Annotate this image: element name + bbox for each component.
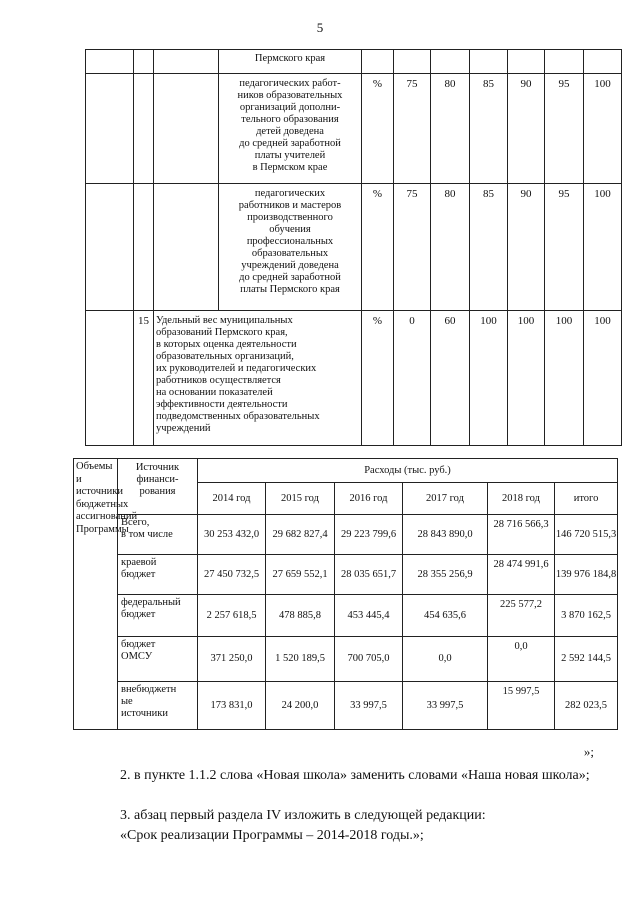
budget-value: 29 682 827,4 xyxy=(266,515,335,555)
budget-value: 454 635,6 xyxy=(403,595,488,637)
row-number: 15 xyxy=(134,311,154,446)
indicator-unit: % xyxy=(362,74,394,184)
indicator-value: 90 xyxy=(508,184,545,311)
expenses-header: Расходы (тыс. руб.) xyxy=(198,459,618,483)
source-header: Источник финанси- рования xyxy=(118,459,198,515)
budget-row xyxy=(74,682,618,730)
year-header: 2017 год xyxy=(403,483,488,515)
indicator-value: 75 xyxy=(394,74,431,184)
indicator-value xyxy=(508,50,545,74)
budget-source: внебюджетн ые источники xyxy=(118,682,198,730)
budget-value: 0,0 xyxy=(488,637,555,682)
year-header: 2015 год xyxy=(266,483,335,515)
indicator-value: 80 xyxy=(431,184,470,311)
budget-value: 0,0 xyxy=(403,637,488,682)
blank-cell xyxy=(154,184,219,311)
budget-value: 30 253 432,0 xyxy=(198,515,266,555)
indicator-value: 75 xyxy=(394,184,431,311)
budget-value: 2 257 618,5 xyxy=(198,595,266,637)
indicator-value: 100 xyxy=(508,311,545,446)
budget-value: 29 223 799,6 xyxy=(335,515,403,555)
indicator-value: 85 xyxy=(470,184,508,311)
indicator-unit: % xyxy=(362,184,394,311)
blank-cell xyxy=(134,50,154,74)
year-header: итого xyxy=(555,483,618,515)
blank-cell xyxy=(134,74,154,184)
budget-row xyxy=(74,637,618,682)
indicator-value: 90 xyxy=(508,74,545,184)
indicator-value xyxy=(545,50,584,74)
indicator-row xyxy=(86,311,622,446)
budget-value: 28 035 651,7 xyxy=(335,555,403,595)
blank-cell xyxy=(86,50,134,74)
indicator-value: 60 xyxy=(431,311,470,446)
indicator-text: Пермского края xyxy=(219,50,362,74)
indicator-value xyxy=(431,50,470,74)
budget-value: 282 023,5 xyxy=(555,682,618,730)
budget-value: 28 355 256,9 xyxy=(403,555,488,595)
indicator-text: педагогических работников и мастеров производственного обучения профессиональных образовательных учреждений доведена до средней заработной платы Пермского края xyxy=(219,184,362,311)
budget-row xyxy=(74,555,618,595)
budget-value: 2 592 144,5 xyxy=(555,637,618,682)
budget-source: краевой бюджет xyxy=(118,555,198,595)
budget-value: 478 885,8 xyxy=(266,595,335,637)
budget-value: 24 200,0 xyxy=(266,682,335,730)
indicator-value: 85 xyxy=(470,74,508,184)
budget-value: 3 870 162,5 xyxy=(555,595,618,637)
blank-cell xyxy=(86,74,134,184)
budget-value: 15 997,5 xyxy=(488,682,555,730)
budget-table xyxy=(73,458,618,730)
indicator-text: педагогических работ- ников образовательных организаций дополни- тельного образования детей доведена до средней заработной платы учителей в Пермском крае xyxy=(219,74,362,184)
budget-value: 28 474 991,6 xyxy=(488,555,555,595)
budget-value: 453 445,4 xyxy=(335,595,403,637)
indicator-row xyxy=(86,184,622,311)
budget-value: 27 450 732,5 xyxy=(198,555,266,595)
blank-cell xyxy=(154,50,219,74)
paragraph-item-3-text: «Срок реализации Программы – 2014-2018 годы.»; xyxy=(120,828,424,843)
indicator-unit xyxy=(362,50,394,74)
indicator-value xyxy=(470,50,508,74)
budget-value: 1 520 189,5 xyxy=(266,637,335,682)
indicator-value: 100 xyxy=(545,311,584,446)
budget-value: 146 720 515,3 xyxy=(555,515,618,555)
closing-quote: »; xyxy=(583,744,594,759)
budget-value: 371 250,0 xyxy=(198,637,266,682)
blank-cell xyxy=(154,74,219,184)
indicator-row xyxy=(86,74,622,184)
indicator-unit: % xyxy=(362,311,394,446)
indicator-value: 0 xyxy=(394,311,431,446)
indicator-value: 100 xyxy=(584,74,622,184)
indicator-value xyxy=(394,50,431,74)
paragraph-item-3: 3. абзац первый раздела IV изложить в следующей редакции: xyxy=(120,808,486,823)
budget-value: 225 577,2 xyxy=(488,595,555,637)
blank-cell xyxy=(134,184,154,311)
indicator-text: Удельный вес муниципальных образований Пермского края, в которых оценка деятельности образовательных организаций, их руководителей и педагогических работников осуществляется на основании показателей эффективности деятельности подведомственных образовательных учреждений xyxy=(154,311,362,446)
indicator-value: 95 xyxy=(545,74,584,184)
blank-cell xyxy=(86,184,134,311)
budget-source: бюджет ОМСУ xyxy=(118,637,198,682)
budget-value: 700 705,0 xyxy=(335,637,403,682)
indicator-value: 100 xyxy=(470,311,508,446)
indicators-table xyxy=(85,49,622,446)
year-header: 2018 год xyxy=(488,483,555,515)
indicator-value: 95 xyxy=(545,184,584,311)
year-header: 2014 год xyxy=(198,483,266,515)
paragraph-item-2: 2. в пункте 1.1.2 слова «Новая школа» заменить словами «Наша новая школа»; xyxy=(120,768,590,783)
budget-value: 33 997,5 xyxy=(403,682,488,730)
indicator-value: 100 xyxy=(584,184,622,311)
budget-value: 28 843 890,0 xyxy=(403,515,488,555)
budget-value: 27 659 552,1 xyxy=(266,555,335,595)
budget-source: федеральный бюджет xyxy=(118,595,198,637)
budget-value: 139 976 184,8 xyxy=(555,555,618,595)
budget-value: 33 997,5 xyxy=(335,682,403,730)
page-number: 5 xyxy=(316,20,324,35)
indicator-value: 100 xyxy=(584,311,622,446)
indicator-value: 80 xyxy=(431,74,470,184)
blank-cell xyxy=(86,311,134,446)
budget-row xyxy=(74,515,618,555)
budget-value: 28 716 566,3 xyxy=(488,515,555,555)
budget-header-row xyxy=(74,459,618,483)
budget-row xyxy=(74,595,618,637)
indicator-value xyxy=(584,50,622,74)
year-header: 2016 год xyxy=(335,483,403,515)
indicator-row xyxy=(86,50,622,74)
budget-source: Всего, в том числе xyxy=(118,515,198,555)
budget-side-label: Объемы и источники бюджетных ассигнований Программы xyxy=(74,459,118,730)
budget-value: 173 831,0 xyxy=(198,682,266,730)
